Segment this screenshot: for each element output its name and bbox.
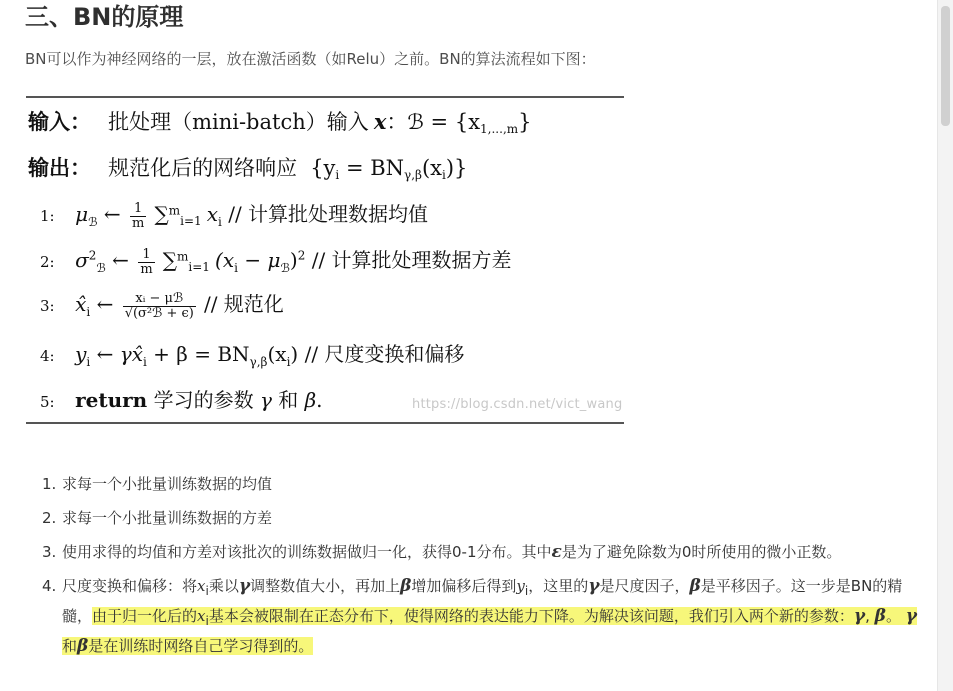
- intro-paragraph: BN可以作为神经网络的一层，放在激活函数（如Relu）之前。BN的算法流程如下图：: [25, 50, 596, 68]
- algo-step-2: 2: $\sigma^2_ℬ$ ← $\frac{1}{m}$ ∑$^m_{i=1}$ $(x_i - \mu_ℬ)^2$ // 计算批处理数据方差: [40, 247, 512, 277]
- list-item: 1. 求每一个小批量训练数据的均值: [42, 475, 273, 493]
- list-item: 3. 使用求得的均值和方差对该批次的训练数据做归一化，获得0-1分布。其中ε是为了避免除数为0时所使用的微小正数。: [42, 542, 842, 562]
- algo-step-3: 3: $x̂_i$ ← $\frac{\text{xᵢ − μℬ}}{\text{√(σ²ℬ + ϵ)}}$ // 规范化: [40, 291, 284, 321]
- section-heading: 三、BN的原理: [25, 3, 184, 31]
- algo-step-1: 1: $\mu_ℬ$ ← $\frac{1}{m}$ ∑$^m_{i=1}$ $x_i$ // 计算批处理数据均值: [40, 201, 429, 231]
- image-watermark: https://blog.csdn.net/vict_wang: [412, 397, 623, 412]
- vertical-scrollbar[interactable]: [937, 0, 953, 691]
- list-item: 2. 求每一个小批量训练数据的方差: [42, 509, 273, 527]
- algo-step-4: 4: $y_i$ ← $\gamma x̂_i + \beta = BN_{\gamma,\beta}(x_i)$ // 尺度变换和偏移: [40, 342, 465, 369]
- algo-step-5: 5: return 学习的参数 γ 和 β.: [40, 388, 323, 412]
- bn-algorithm-figure: [26, 96, 624, 424]
- explanation-list: [30, 472, 925, 668]
- scrollbar-thumb[interactable]: [941, 6, 950, 126]
- algo-input-row: 输入： 批处理（mini-batch）输入 x：ℬ = $\{x_{1,...,m}\}$: [28, 109, 532, 137]
- list-item: 4. 尺度变换和偏移：将$x_i$乘以γ调整数值大小，再加上β增加偏移后得到$y_i$，这里的γ是尺度因子，β是平移因子。这一步是BN的精髓，由于归一化后的$x_i$基本会被限制在正态分布下，使得网络的表达能力下降。为解决该问题，我们引入两个新的参数：γ, β。 γ和β是在训练时网络自己学习得到的。: [42, 576, 917, 656]
- algo-output-row: 输出： 规范化后的网络响应 $\{y_i = BN_{\gamma,\beta}(x_i)\}$: [28, 155, 468, 183]
- highlighted-text: 由于归一化后的$x_i$基本会被限制在正态分布下，使得网络的表达能力下降。为解决该问题，我们引入两个新的参数：γ, β。 γ和β是在训练时网络自己学习得到的。: [62, 606, 917, 656]
